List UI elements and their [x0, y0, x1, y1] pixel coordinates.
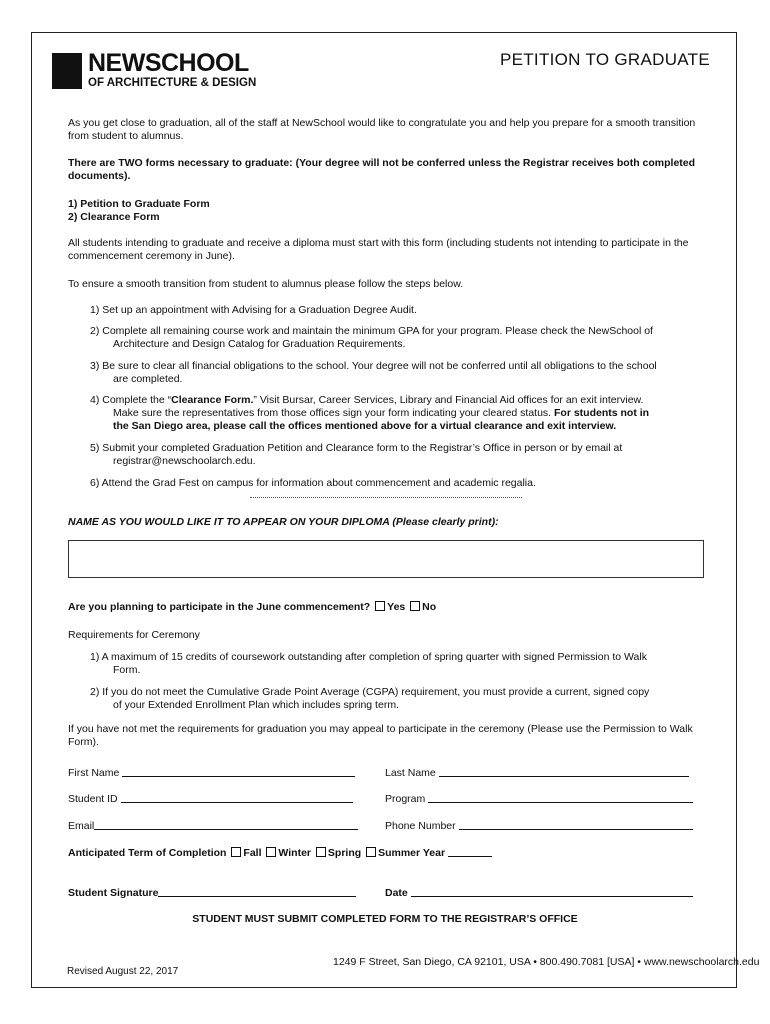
all-students-text: All students intending to graduate and receive a diploma must start with this form (including students not intending to participate in the commencement ceremony in June). — [68, 237, 689, 263]
date-label: Date — [385, 887, 408, 899]
footer-address: 1249 F Street, San Diego, CA 92101, USA • 800.490.7081 [USA] • www.newschoolarch.edu — [333, 956, 760, 968]
step-4-bold: Clearance Form. — [171, 394, 254, 406]
fall-checkbox[interactable] — [231, 847, 241, 857]
requirements-title: Requirements for Ceremony — [68, 629, 200, 641]
steps-intro: To ensure a smooth transition from student to alumnus please follow the steps below. — [68, 278, 464, 290]
page-title: PETITION TO GRADUATE — [499, 50, 710, 69]
term-spring: Spring — [327, 847, 362, 859]
step-1: 1) Set up an appointment with Advising for a Graduation Degree Audit. — [90, 304, 417, 316]
two-forms-note: There are TWO forms necessary to graduate: (Your degree will not be conferred unless the Registrar receives both completed documents). — [68, 157, 696, 183]
year-field[interactable] — [448, 846, 492, 857]
program-row — [385, 792, 693, 806]
form-item-1: 1) Petition to Graduate Form — [68, 198, 210, 210]
step-4-post: ” Visit Bursar, Career Services, Library and Financial Aid offices for an exit interview. — [253, 394, 644, 406]
step-3: 3) Be sure to clear all financial obligations to the school. Your degree will not be conferred until all obligations to the school — [90, 360, 657, 372]
signature-label: Student Signature — [68, 887, 159, 899]
revised-date: Revised August 22, 2017 — [67, 966, 179, 977]
logo-subtitle: OF ARCHITECTURE & DESIGN — [88, 77, 257, 89]
first-name-field[interactable] — [122, 766, 355, 777]
yes-checkbox[interactable] — [375, 601, 385, 611]
signature-row — [68, 886, 356, 900]
last-name-row — [385, 766, 689, 780]
logo-name: NEWSCHOOL — [88, 49, 249, 77]
diploma-name-field[interactable] — [68, 540, 704, 578]
term-fall: Fall — [243, 847, 262, 859]
diploma-name-label: NAME AS YOU WOULD LIKE IT TO APPEAR ON YOUR DIPLOMA (Please clearly print): — [68, 516, 499, 528]
form-item-2: 2) Clearance Form — [68, 211, 160, 223]
winter-checkbox[interactable] — [266, 847, 276, 857]
phone-row — [385, 819, 693, 833]
june-question — [68, 601, 436, 614]
step-5-email: registrar@newschoolarch.edu. — [113, 455, 256, 467]
program-label: Program — [385, 793, 426, 805]
no-label: No — [422, 601, 437, 613]
email-label: Email — [68, 820, 95, 832]
requirement-2-cont: of your Extended Enrollment Plan which includes spring term. — [113, 699, 399, 711]
step-5: 5) Submit your completed Graduation Petition and Clearance form to the Registrar’s Office in person or by email at — [90, 442, 623, 454]
step-4b-pre: Make sure the representatives from those offices sign your form indicating your cleared status. — [113, 407, 555, 419]
last-name-label: Last Name — [385, 767, 436, 779]
signature-field[interactable] — [158, 886, 356, 897]
step-2: 2) Complete all remaining course work and maintain the minimum GPA for your program. Please check the NewSchool of — [90, 325, 653, 337]
yes-label: Yes — [387, 601, 406, 613]
phone-label: Phone Number — [385, 820, 456, 832]
step-4 — [90, 394, 643, 407]
first-name-row — [68, 766, 355, 780]
logo-block — [52, 53, 82, 89]
june-question-text: Are you planning to participate in the June commencement? — [68, 601, 371, 613]
step-6: 6) Attend the Grad Fest on campus for information about commencement and academic regalia. — [90, 477, 536, 489]
first-name-label: First Name — [68, 767, 120, 779]
student-id-row — [68, 792, 353, 806]
term-summer: Summer Year — [378, 847, 446, 859]
step-2-cont: Architecture and Design Catalog for Graduation Requirements. — [113, 338, 406, 350]
step-4b-bold: For students not in — [554, 407, 650, 419]
student-id-field[interactable] — [121, 792, 353, 803]
no-checkbox[interactable] — [410, 601, 420, 611]
phone-field[interactable] — [459, 819, 693, 830]
requirement-2: 2) If you do not meet the Cumulative Grade Point Average (CGPA) requirement, you must provide a current, signed copy — [90, 686, 650, 698]
last-name-field[interactable] — [439, 766, 689, 777]
term-row — [68, 846, 492, 860]
intro-text: As you get close to graduation, all of the staff at NewSchool would like to congratulate you and help you prepare for a smooth transition from student to alumnus. — [68, 117, 696, 143]
step-3-cont: are completed. — [113, 373, 183, 385]
step-4-virtual: the San Diego area, please call the offices mentioned above for a virtual clearance and exit interview. — [113, 420, 617, 432]
date-row — [385, 886, 693, 900]
term-label: Anticipated Term of Completion — [68, 847, 227, 859]
step-4-cont — [113, 407, 649, 420]
step-4-pre: 4) Complete the “ — [90, 394, 172, 406]
term-winter: Winter — [278, 847, 311, 859]
student-id-label: Student ID — [68, 793, 118, 805]
spring-checkbox[interactable] — [316, 847, 326, 857]
email-field[interactable] — [94, 819, 358, 830]
submit-note: STUDENT MUST SUBMIT COMPLETED FORM TO THE REGISTRAR’S OFFICE — [192, 913, 578, 925]
summer-checkbox[interactable] — [366, 847, 376, 857]
program-field[interactable] — [428, 792, 693, 803]
date-field[interactable] — [411, 886, 693, 897]
requirement-1-cont: Form. — [113, 664, 141, 676]
dotted-divider — [250, 497, 522, 498]
email-row — [68, 819, 358, 833]
appeal-text: If you have not met the requirements for graduation you may appeal to participate in the ceremony (Please use the Permission to Walk Form). — [68, 723, 693, 749]
requirement-1: 1) A maximum of 15 credits of coursework outstanding after completion of spring quarter with signed Permission to Walk — [90, 651, 647, 663]
